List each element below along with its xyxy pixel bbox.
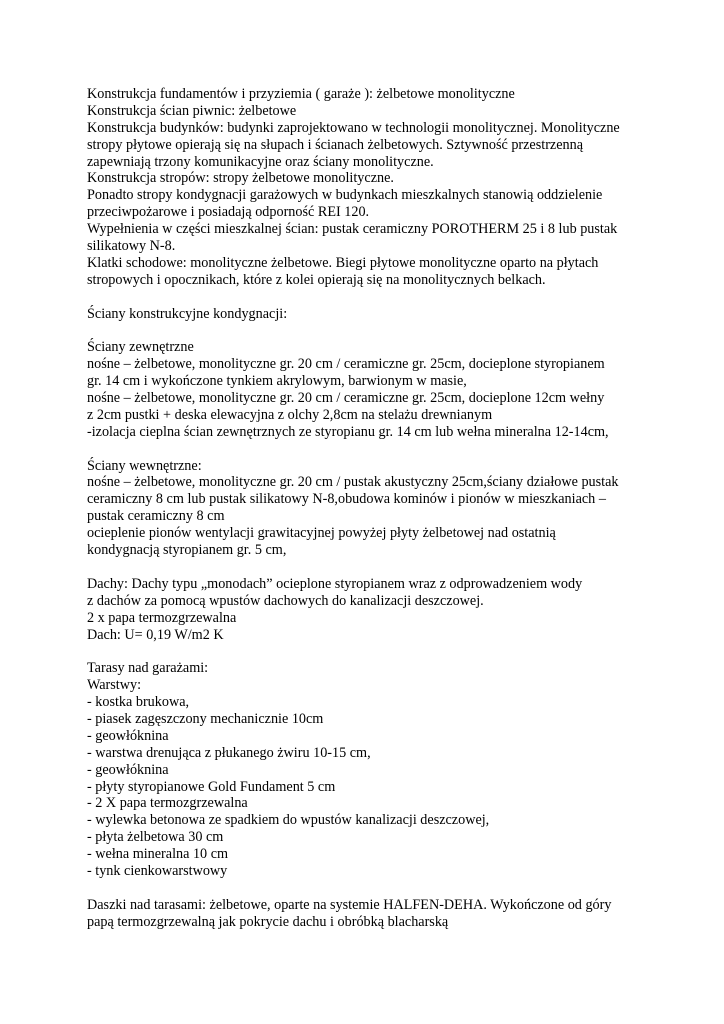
text-line: - płyty styropianowe Gold Fundament 5 cm xyxy=(87,778,336,795)
text-line: ceramiczny 8 cm lub pustak silikatowy N-8,obudowa kominów i pionów w mieszkaniach – xyxy=(87,491,606,508)
text-line: kondygnacją styropianem gr. 5 cm, xyxy=(87,542,287,559)
text-line: - wylewka betonowa ze spadkiem do wpustów kanalizacji deszczowej, xyxy=(87,812,490,829)
text-section xyxy=(87,86,647,289)
text-line: - geowłóknina xyxy=(87,727,169,744)
text-line: Dachy: Dachy typu „monodach” ocieplone styropianem wraz z odprowadzeniem wody xyxy=(87,575,583,592)
document-page xyxy=(87,86,647,931)
text-line: Klatki schodowe: monolityczne żelbetowe. Biegi płytowe monolityczne oparto na płytach xyxy=(87,254,599,271)
text-line: zapewniają trzony komunikacyjne oraz ściany monolityczne. xyxy=(87,153,434,170)
text-line: Ponadto stropy kondygnacji garażowych w budynkach mieszkalnych stanowią oddzielenie xyxy=(87,187,603,204)
paragraph-spacer xyxy=(87,559,647,576)
text-line: z 2cm pustki + deska elewacyjna z olchy 2,8cm na stelażu drewnianym xyxy=(87,406,493,423)
text-line: silikatowy N-8. xyxy=(87,238,176,255)
text-section xyxy=(87,660,647,880)
text-line: Daszki nad tarasami: żelbetowe, oparte na systemie HALFEN-DEHA. Wykończone od góry xyxy=(87,896,612,913)
text-line: - 2 X papa termozgrzewalna xyxy=(87,795,248,812)
text-line: stropowych i opocznikach, które z kolei opierają się na monolitycznych belkach. xyxy=(87,271,546,288)
text-line: stropy płytowe opierają się na słupach i ścianach żelbetowych. Sztywność przestrzenną xyxy=(87,136,583,153)
text-section xyxy=(87,339,647,440)
text-line: Konstrukcja budynków: budynki zaprojektowano w technologii monolitycznej. Monolityczne xyxy=(87,119,620,136)
text-line: Tarasy nad garażami: xyxy=(87,660,209,677)
text-line: - geowłóknina xyxy=(87,761,169,778)
text-line: - wełna mineralna 10 cm xyxy=(87,846,229,863)
text-line: Warstwy: xyxy=(87,677,142,694)
text-line: z dachów za pomocą wpustów dachowych do kanalizacji deszczowej. xyxy=(87,592,484,609)
text-line: -izolacja cieplna ścian zewnętrznych ze styropianu gr. 14 cm lub wełna mineralna 12-14cm, xyxy=(87,423,609,440)
text-line: gr. 14 cm i wykończone tynkiem akrylowym, barwionym w masie, xyxy=(87,373,467,390)
text-line: nośne – żelbetowe, monolityczne gr. 20 cm / ceramiczne gr. 25cm, docieplone styropianem xyxy=(87,356,605,373)
text-line: pustak ceramiczny 8 cm xyxy=(87,508,225,525)
text-line: Ściany konstrukcyjne kondygnacji: xyxy=(87,305,288,322)
text-line: Ściany zewnętrzne xyxy=(87,339,194,356)
text-line: - tynk cienkowarstwowy xyxy=(87,862,228,879)
text-line: nośne – żelbetowe, monolityczne gr. 20 cm / ceramiczne gr. 25cm, docieplone 12cm wełny xyxy=(87,390,605,407)
text-section xyxy=(87,897,647,931)
text-line: Konstrukcja stropów: stropy żelbetowe monolityczne. xyxy=(87,170,394,187)
text-line: Dach: U= 0,19 W/m2 K xyxy=(87,626,224,643)
text-line: papą termozgrzewalną jak pokrycie dachu i obróbką blacharską xyxy=(87,913,449,930)
text-line: 2 x papa termozgrzewalna xyxy=(87,609,237,626)
paragraph-spacer xyxy=(87,880,647,897)
text-line: - warstwa drenująca z płukanego żwiru 10-15 cm, xyxy=(87,744,371,761)
text-line: przeciwpożarowe i posiadają odporność REI 120. xyxy=(87,204,370,221)
text-line: Konstrukcja fundamentów i przyziemia ( garaże ): żelbetowe monolityczne xyxy=(87,86,515,102)
text-line: - kostka brukowa, xyxy=(87,694,190,711)
text-section xyxy=(87,306,647,323)
text-line: - piasek zagęszczony mechanicznie 10cm xyxy=(87,710,324,727)
text-line: ocieplenie pionów wentylacji grawitacyjnej powyżej płyty żelbetowej nad ostatnią xyxy=(87,525,556,542)
text-line: nośne – żelbetowe, monolityczne gr. 20 cm / pustak akustyczny 25cm,ściany działowe pustak xyxy=(87,474,619,491)
text-line: Konstrukcja ścian piwnic: żelbetowe xyxy=(87,102,297,119)
paragraph-spacer xyxy=(87,643,647,660)
paragraph-spacer xyxy=(87,289,647,306)
text-line: - płyta żelbetowa 30 cm xyxy=(87,829,224,846)
text-line: Ściany wewnętrzne: xyxy=(87,457,202,474)
text-line: Wypełnienia w części mieszkalnej ścian: pustak ceramiczny POROTHERM 25 i 8 lub pustak xyxy=(87,221,618,238)
text-section xyxy=(87,576,647,644)
paragraph-spacer xyxy=(87,441,647,458)
text-section xyxy=(87,458,647,559)
paragraph-spacer xyxy=(87,322,647,339)
